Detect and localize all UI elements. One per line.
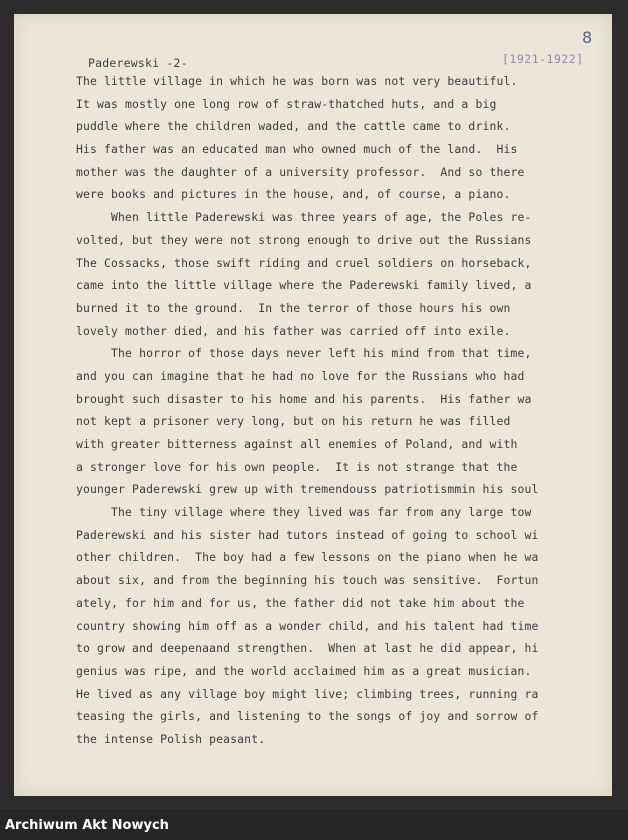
text-line: It was mostly one long row of straw-thatched huts, and a big (76, 96, 497, 111)
text-line: The tiny village where they lived was far from any large tow (76, 505, 532, 520)
text-line: When little Paderewski was three years of age, the Poles re- (76, 210, 532, 225)
archive-footer (0, 810, 628, 840)
archive-name: Archiwum Akt Nowych (5, 818, 169, 833)
text-line: brought such disaster to his home and his parents. His father wa (76, 391, 532, 406)
text-line: Paderewski and his sister had tutors instead of going to school wi (76, 527, 539, 542)
text-line: mother was the daughter of a university professor. And so there (76, 164, 525, 179)
text-line: other children. The boy had a few lessons on the piano when he wa (76, 550, 539, 565)
text-line: The Cossacks, those swift riding and cruel soldiers on horseback, (76, 255, 532, 270)
body-text (76, 70, 590, 751)
text-line: to grow and deepenaand strengthen. When at last he did appear, hi (76, 641, 539, 656)
text-line: country showing him off as a wonder child, and his talent had time (76, 618, 539, 633)
text-line: younger Paderewski grew up with tremendouss patriotismmin his soul (76, 482, 539, 497)
archive-reference: [1921-1922] (502, 52, 584, 66)
text-line: a stronger love for his own people. It is not strange that the (76, 459, 518, 474)
text-line: and you can imagine that he had no love for the Russians who had (76, 368, 525, 383)
text-line: He lived as any village boy might live; climbing trees, running ra (76, 686, 539, 701)
text-line: ately, for him and for us, the father did not take him about the (76, 595, 525, 610)
text-line: lovely mother died, and his father was carried off into exile. (76, 323, 511, 338)
text-line: the intense Polish peasant. (76, 731, 266, 746)
text-line: The little village in which he was born was not very beautiful. (76, 74, 518, 88)
page-number-mark: 8 (582, 28, 593, 47)
text-line: genius was ripe, and the world acclaimed him as a great musician. (76, 663, 532, 678)
text-line: puddle where the children waded, and the cattle came to drink. (76, 119, 511, 134)
text-line: volted, but they were not strong enough to drive out the Russians (76, 232, 532, 247)
text-line: The horror of those days never left his mind from that time, (76, 346, 532, 361)
text-line: with greater bitterness against all enemies of Poland, and with (76, 437, 518, 451)
text-line: were books and pictures in the house, and, of course, a piano. (76, 187, 511, 202)
text-line: teasing the girls, and listening to the songs of joy and sorrow of (76, 709, 539, 724)
text-line: came into the little village where the Paderewski family lived, a (76, 278, 532, 293)
text-line: not kept a prisoner very long, but on his return he was filled (76, 414, 511, 429)
page-header: Paderewski -2- (88, 56, 188, 70)
text-line: about six, and from the beginning his touch was sensitive. Fortun (76, 573, 539, 588)
text-line: His father was an educated man who owned much of the land. His (76, 142, 518, 157)
text-line: burned it to the ground. In the terror of those hours his own (76, 300, 511, 315)
